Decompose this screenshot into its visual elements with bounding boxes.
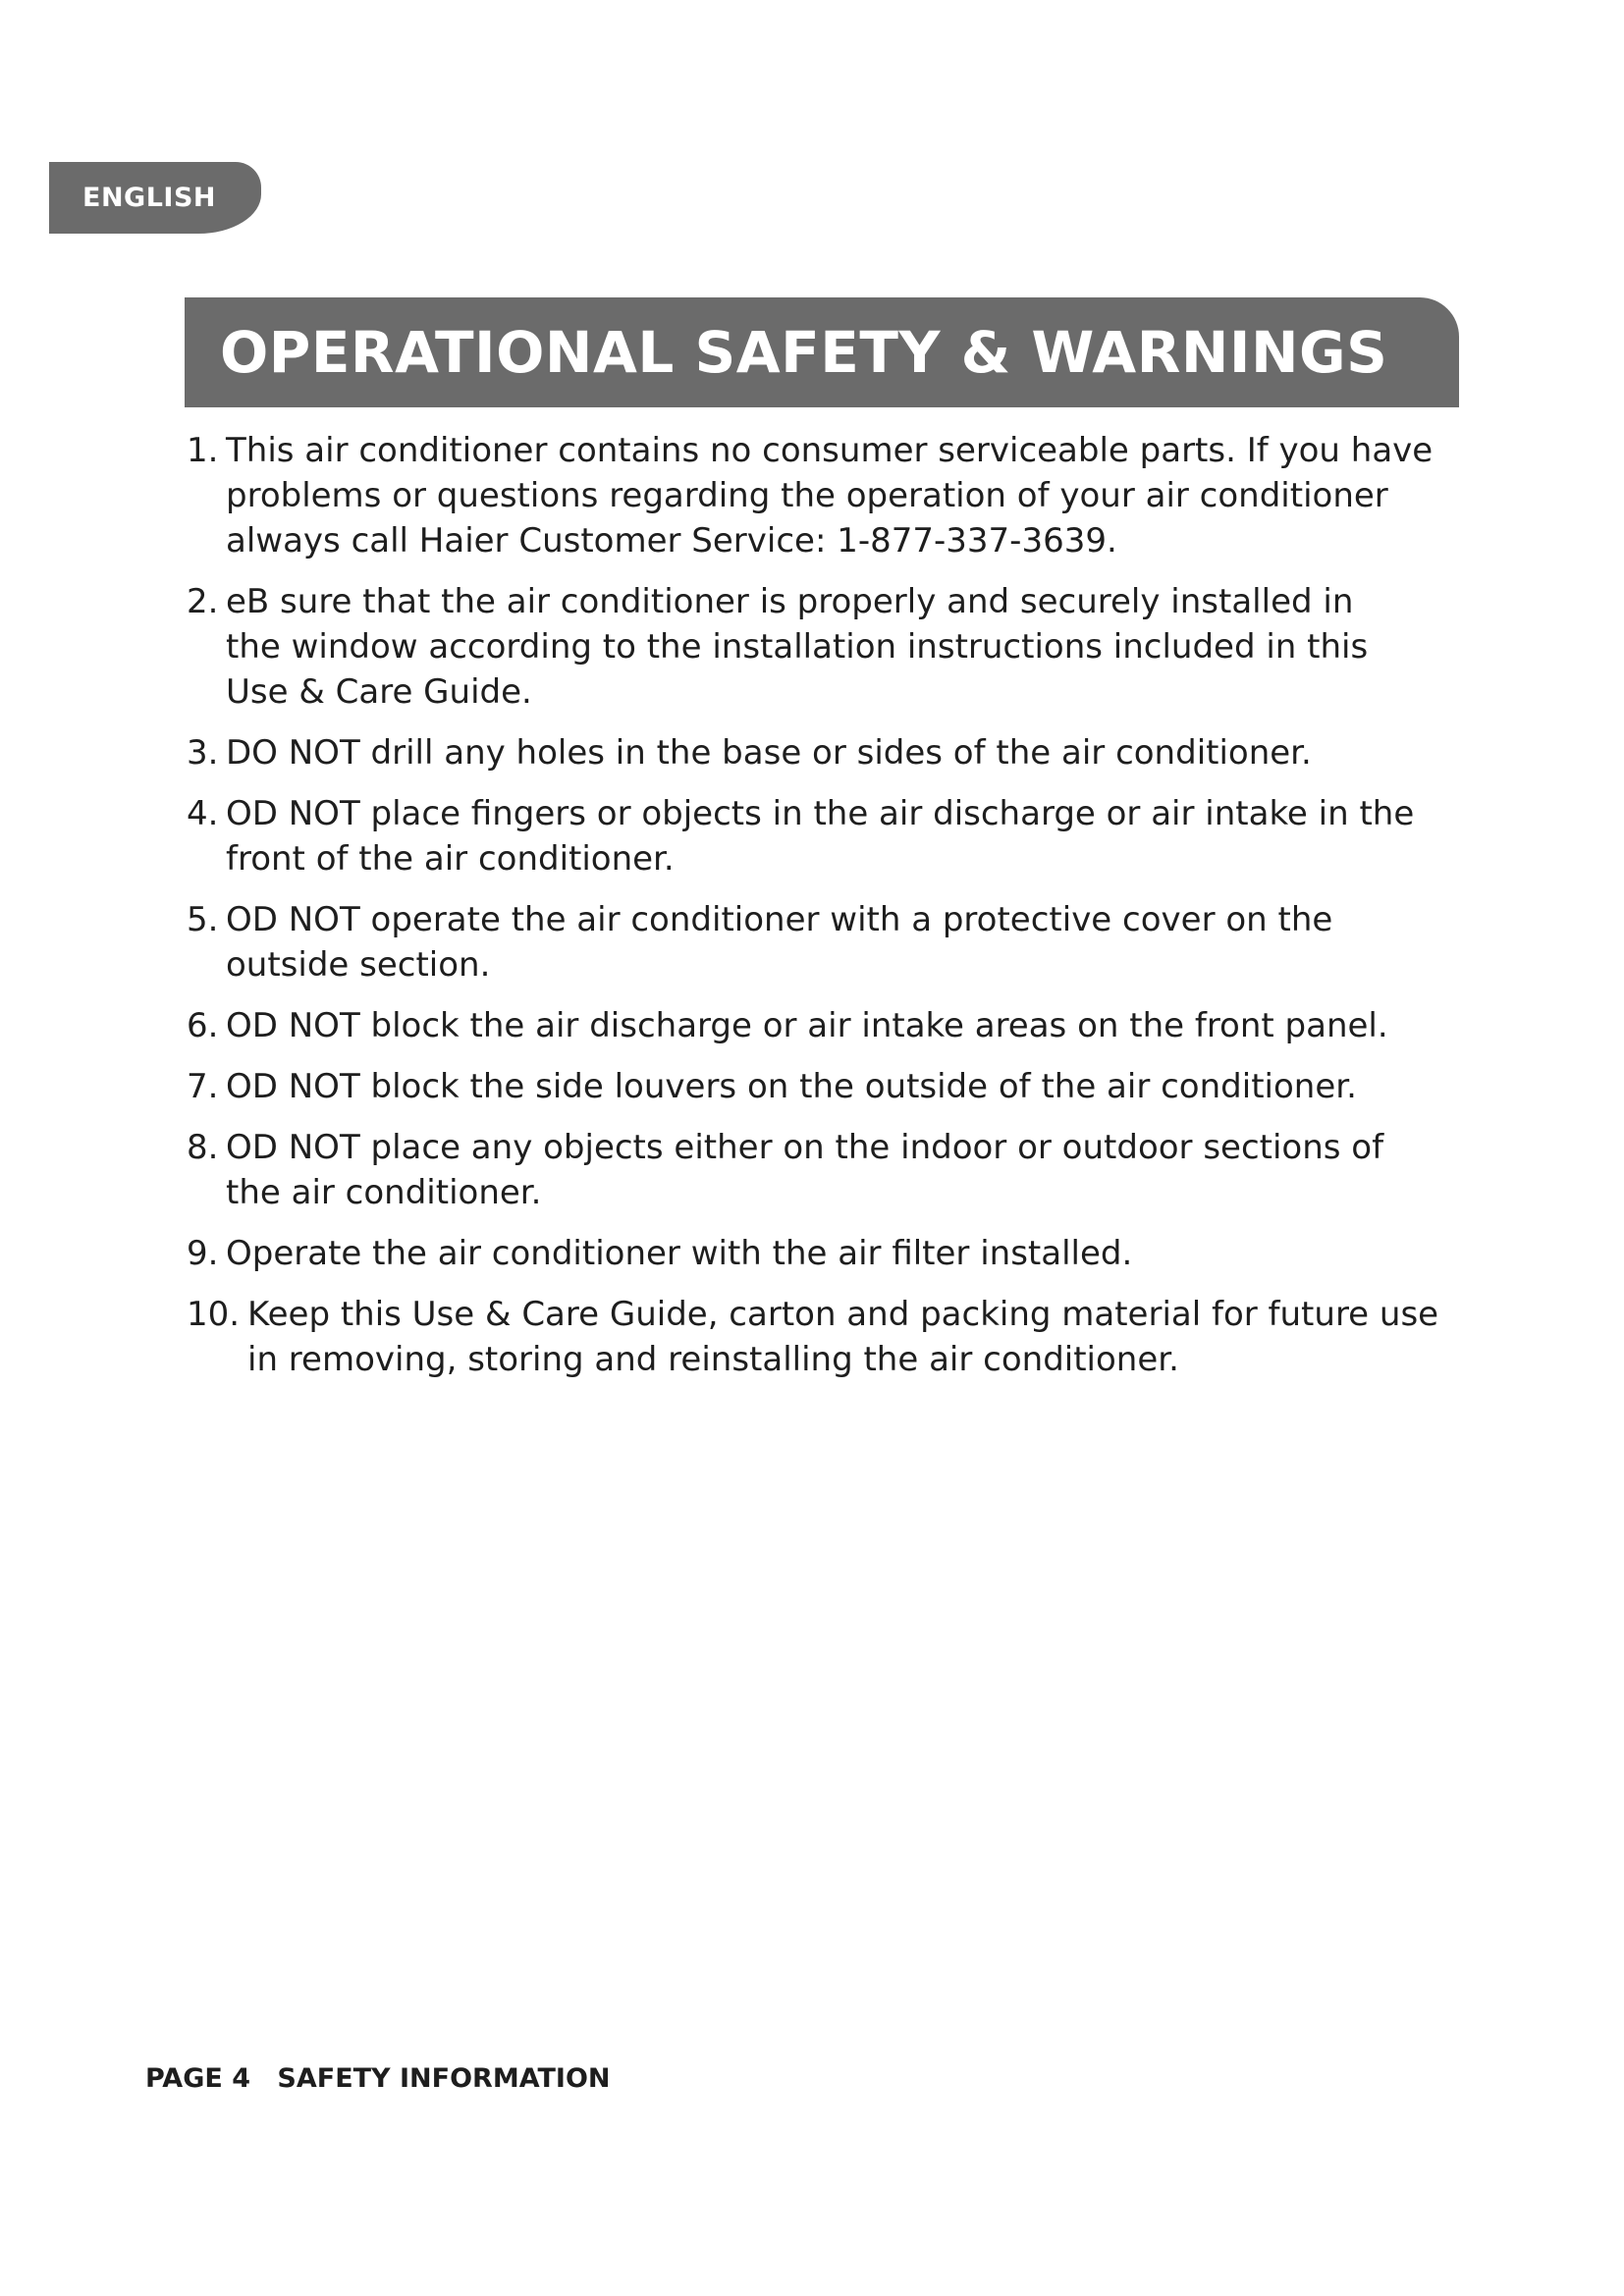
- item-line: problems or questions regarding the operation of your air conditioner: [226, 476, 1388, 515]
- item-line: OD NOT place fingers or objects in the air discharge or air intake in the: [226, 794, 1415, 833]
- item-line: OD NOT operate the air conditioner with a protective cover on the: [226, 900, 1333, 939]
- list-item: [187, 791, 1463, 881]
- item-line: the air conditioner.: [226, 1173, 542, 1212]
- footer-section-name: SAFETY INFORMATION: [277, 2063, 611, 2094]
- list-item: [187, 1125, 1463, 1215]
- item-line: outside section.: [226, 945, 491, 985]
- item-number: 9.: [187, 1234, 219, 1273]
- list-item: [187, 579, 1463, 715]
- footer-page-number: PAGE 4: [145, 2063, 250, 2094]
- item-line: This air conditioner contains no consumer serviceable parts. If you have: [226, 431, 1434, 470]
- item-number: 5.: [187, 900, 219, 939]
- page-footer: [145, 2063, 611, 2094]
- item-line: eB sure that the air conditioner is properly and securely installed in: [226, 582, 1354, 621]
- list-item: [187, 1003, 1463, 1048]
- item-line: Keep this Use & Care Guide, carton and packing material for future use: [247, 1295, 1439, 1334]
- item-number: 7.: [187, 1067, 219, 1106]
- item-number: 2.: [187, 582, 219, 621]
- section-banner: [185, 297, 1459, 407]
- item-line: OD NOT block the side louvers on the outside of the air conditioner.: [226, 1067, 1357, 1106]
- item-line: in removing, storing and reinstalling the air conditioner.: [247, 1340, 1179, 1379]
- item-line: OD NOT block the air discharge or air intake areas on the front panel.: [226, 1006, 1388, 1045]
- item-line: the window according to the installation instructions included in this: [226, 627, 1369, 667]
- item-line: front of the air conditioner.: [226, 839, 675, 879]
- language-tab-label: ENGLISH: [82, 183, 216, 213]
- item-number: 6.: [187, 1006, 219, 1045]
- item-number: 10.: [187, 1295, 241, 1334]
- list-item: [187, 1292, 1463, 1382]
- list-item: [187, 730, 1463, 775]
- list-item: [187, 1231, 1463, 1276]
- list-item: [187, 428, 1463, 563]
- item-line: DO NOT drill any holes in the base or sides of the air conditioner.: [226, 733, 1312, 773]
- section-title: OPERATIONAL SAFETY & WARNINGS: [220, 319, 1388, 386]
- list-item: [187, 897, 1463, 988]
- safety-warnings-list: [187, 428, 1463, 1398]
- item-number: 8.: [187, 1128, 219, 1167]
- item-number: 3.: [187, 733, 219, 773]
- item-line: OD NOT place any objects either on the indoor or outdoor sections of: [226, 1128, 1384, 1167]
- item-number: 4.: [187, 794, 219, 833]
- item-number: 1.: [187, 431, 219, 470]
- language-tab: [49, 162, 261, 234]
- item-line: Operate the air conditioner with the air filter installed.: [226, 1234, 1133, 1273]
- list-item: [187, 1064, 1463, 1109]
- item-line: always call Haier Customer Service: 1-877-337-3639.: [226, 521, 1117, 561]
- item-line: Use & Care Guide.: [226, 672, 532, 712]
